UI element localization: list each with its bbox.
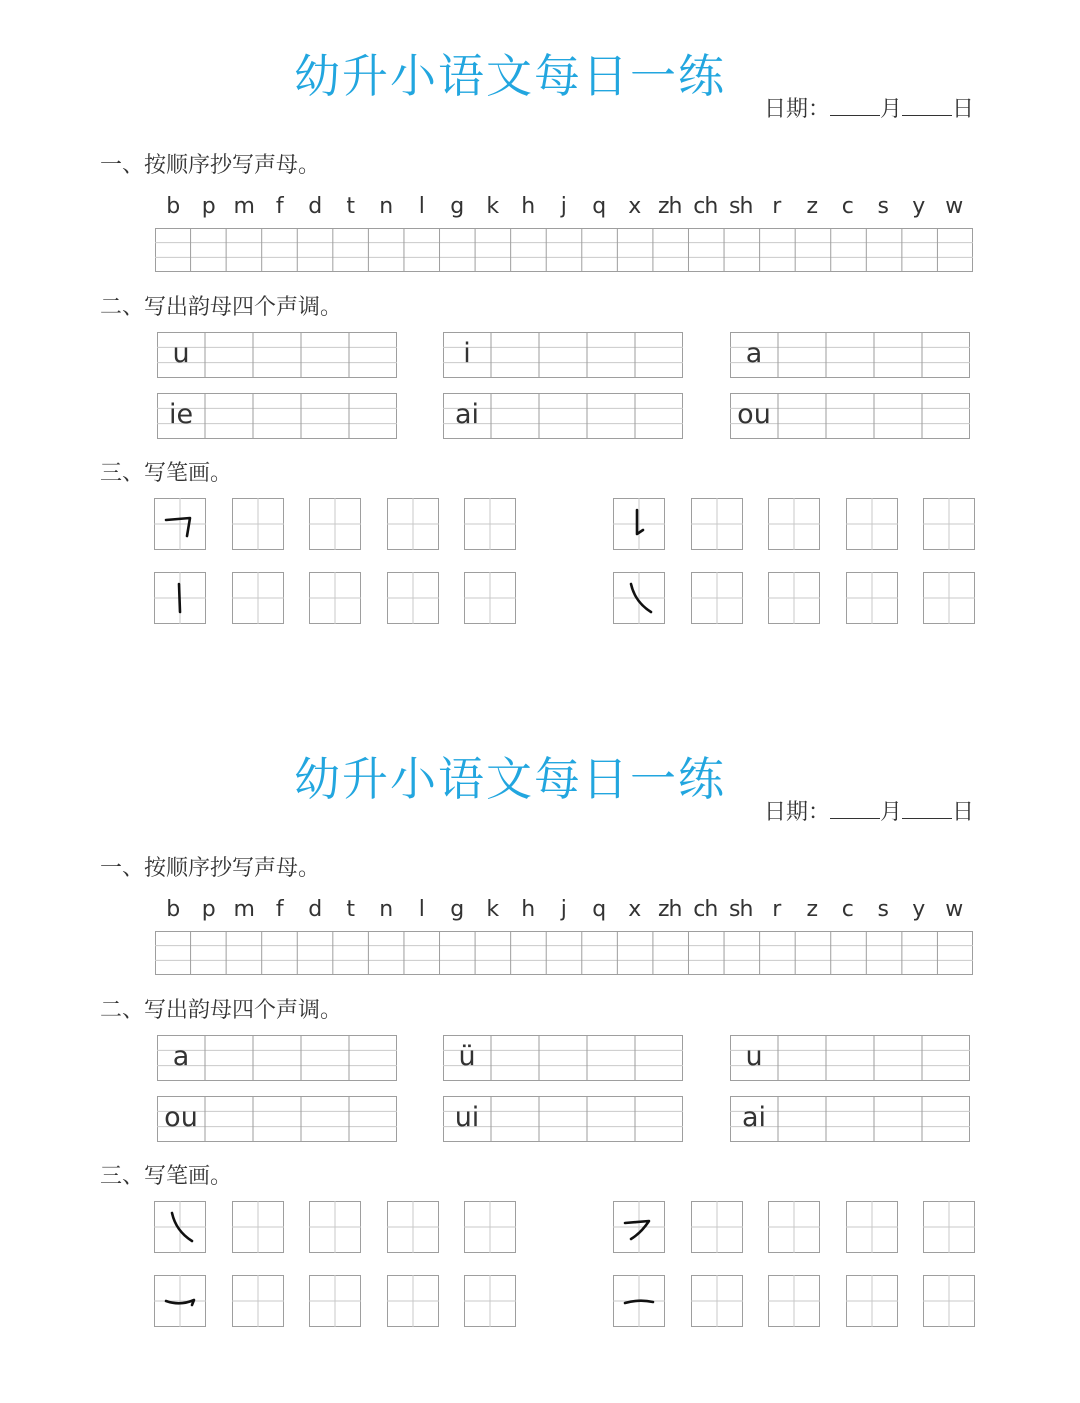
initial-letter: h — [521, 194, 535, 219]
initial-letter: z — [806, 897, 818, 922]
month-blank[interactable] — [830, 97, 880, 116]
tone-writing-box[interactable] — [157, 1035, 397, 1081]
initial-letter: g — [450, 194, 464, 219]
tone-writing-box[interactable] — [730, 393, 970, 439]
tone-writing-box[interactable] — [730, 1096, 970, 1142]
stroke-practice-box[interactable] — [309, 572, 361, 624]
final-label: a — [745, 338, 763, 369]
month-label: 月 — [879, 97, 902, 122]
initial-letter: x — [628, 194, 641, 219]
final-label: ü — [458, 1041, 476, 1072]
initial-letter: sh — [729, 194, 753, 219]
tone-writing-box[interactable] — [443, 393, 683, 439]
stroke-practice-box[interactable] — [691, 498, 743, 550]
section-heading-initials: 一、按顺序抄写声母。 — [100, 153, 321, 178]
stroke-example-box — [613, 498, 665, 550]
date-label: 日期： — [763, 800, 830, 825]
initial-letter: l — [418, 194, 424, 219]
initial-letter: y — [912, 897, 925, 922]
stroke-practice-box[interactable] — [387, 1275, 439, 1327]
stroke-example-box — [613, 1201, 665, 1253]
final-label: ai — [741, 1102, 767, 1133]
stroke-practice-box[interactable] — [309, 498, 361, 550]
initial-letter: zh — [658, 897, 682, 922]
stroke-example-box — [613, 1275, 665, 1327]
shu-stroke-icon — [179, 584, 180, 612]
initial-letter: d — [308, 897, 322, 922]
worksheet-title: 幼升小语文每日一练 — [294, 752, 726, 806]
final-label: u — [745, 1041, 763, 1072]
initials-row — [155, 194, 973, 219]
initial-letter: m — [233, 897, 254, 922]
date-line — [764, 92, 974, 123]
stroke-practice-box[interactable] — [923, 1275, 975, 1327]
initial-letter: d — [308, 194, 322, 219]
initial-letter: y — [912, 194, 925, 219]
initial-letter: t — [346, 194, 355, 219]
section-heading-initials: 一、按顺序抄写声母。 — [100, 856, 321, 881]
stroke-practice-box[interactable] — [464, 498, 516, 550]
initial-letter: x — [628, 897, 641, 922]
stroke-practice-box[interactable] — [846, 1275, 898, 1327]
day-label: 日 — [951, 800, 974, 825]
initial-letter: b — [166, 897, 180, 922]
initial-letter: z — [806, 194, 818, 219]
stroke-practice-box[interactable] — [387, 572, 439, 624]
stroke-practice-box[interactable] — [691, 572, 743, 624]
stroke-practice-box[interactable] — [232, 572, 284, 624]
initial-letter: s — [877, 897, 888, 922]
stroke-practice-box[interactable] — [768, 1275, 820, 1327]
initial-letter: zh — [658, 194, 682, 219]
date-line — [764, 795, 974, 826]
final-label: a — [172, 1041, 190, 1072]
day-blank[interactable] — [902, 97, 952, 116]
initial-letter: j — [560, 897, 566, 922]
initial-letter: k — [486, 897, 499, 922]
initial-letter: sh — [729, 897, 753, 922]
stroke-practice-box[interactable] — [387, 1201, 439, 1253]
initial-letter: f — [275, 194, 283, 219]
initial-letter: s — [877, 194, 888, 219]
date-label: 日期： — [763, 97, 830, 122]
day-blank[interactable] — [902, 800, 952, 819]
initial-letter: b — [166, 194, 180, 219]
stroke-practice-box[interactable] — [232, 498, 284, 550]
initial-letter: c — [841, 194, 853, 219]
day-label: 日 — [951, 97, 974, 122]
final-label: ou — [737, 399, 771, 430]
stroke-example-box — [613, 572, 665, 624]
stroke-practice-box[interactable] — [768, 498, 820, 550]
initial-letter: f — [275, 897, 283, 922]
heng-zhe-stroke-icon — [166, 518, 190, 536]
stroke-practice-box[interactable] — [691, 1275, 743, 1327]
initial-letter: q — [592, 897, 606, 922]
stroke-example-box — [154, 1275, 206, 1327]
stroke-practice-box[interactable] — [923, 498, 975, 550]
stroke-practice-box[interactable] — [923, 1201, 975, 1253]
initial-letter: n — [379, 194, 393, 219]
final-label: i — [463, 338, 471, 369]
initial-letter: p — [201, 897, 215, 922]
initial-letter: m — [233, 194, 254, 219]
tone-writing-box[interactable] — [157, 332, 397, 378]
stroke-practice-box[interactable] — [464, 572, 516, 624]
initial-letter: w — [945, 194, 963, 219]
stroke-practice-box[interactable] — [309, 1201, 361, 1253]
final-label: ui — [454, 1102, 480, 1133]
initial-letter: k — [486, 194, 499, 219]
initials-writing-grid[interactable] — [155, 228, 973, 272]
tone-writing-box[interactable] — [443, 1035, 683, 1081]
initial-letter: p — [201, 194, 215, 219]
stroke-practice-box[interactable] — [923, 572, 975, 624]
initial-letter: ch — [693, 194, 718, 219]
tone-writing-box[interactable] — [443, 332, 683, 378]
stroke-practice-box[interactable] — [768, 1201, 820, 1253]
worksheet-sheet — [0, 703, 1080, 1403]
initial-letter: r — [772, 194, 781, 219]
initial-letter: h — [521, 897, 535, 922]
heng-pie-stroke-icon — [625, 1221, 649, 1239]
initials-row — [155, 897, 973, 922]
stroke-practice-box[interactable] — [846, 1201, 898, 1253]
final-label: ai — [454, 399, 480, 430]
initial-letter: ch — [693, 897, 718, 922]
tone-writing-box[interactable] — [157, 393, 397, 439]
initial-letter: t — [346, 897, 355, 922]
initial-letter: c — [841, 897, 853, 922]
initial-letter: l — [418, 897, 424, 922]
stroke-practice-box[interactable] — [846, 498, 898, 550]
tone-writing-box[interactable] — [157, 1096, 397, 1142]
section-heading-tones: 二、写出韵母四个声调。 — [100, 295, 343, 320]
final-label: u — [172, 338, 190, 369]
section-heading-strokes: 三、写笔画。 — [100, 1164, 233, 1189]
worksheet-title: 幼升小语文每日一练 — [294, 49, 726, 103]
final-label: ie — [168, 399, 194, 430]
tone-writing-box[interactable] — [730, 332, 970, 378]
stroke-practice-box[interactable] — [691, 1201, 743, 1253]
initial-letter: q — [592, 194, 606, 219]
stroke-practice-box[interactable] — [768, 572, 820, 624]
initial-letter: r — [772, 897, 781, 922]
final-label: ou — [164, 1102, 198, 1133]
stroke-practice-box[interactable] — [232, 1201, 284, 1253]
month-blank[interactable] — [830, 800, 880, 819]
stroke-practice-box[interactable] — [464, 1275, 516, 1327]
section-heading-tones: 二、写出韵母四个声调。 — [100, 998, 343, 1023]
stroke-practice-box[interactable] — [309, 1275, 361, 1327]
month-label: 月 — [879, 800, 902, 825]
section-heading-strokes: 三、写笔画。 — [100, 461, 233, 486]
initials-writing-grid[interactable] — [155, 931, 973, 975]
stroke-practice-box[interactable] — [232, 1275, 284, 1327]
stroke-example-box — [154, 498, 206, 550]
initial-letter: w — [945, 897, 963, 922]
initial-letter: j — [560, 194, 566, 219]
stroke-practice-box[interactable] — [464, 1201, 516, 1253]
shu-ti-stroke-icon — [637, 510, 643, 534]
tone-writing-box[interactable] — [730, 1035, 970, 1081]
stroke-example-box — [154, 572, 206, 624]
stroke-practice-box[interactable] — [846, 572, 898, 624]
stroke-example-box — [154, 1201, 206, 1253]
tone-writing-box[interactable] — [443, 1096, 683, 1142]
worksheet-sheet — [0, 0, 1080, 700]
stroke-practice-box[interactable] — [387, 498, 439, 550]
initial-letter: g — [450, 897, 464, 922]
initial-letter: n — [379, 897, 393, 922]
